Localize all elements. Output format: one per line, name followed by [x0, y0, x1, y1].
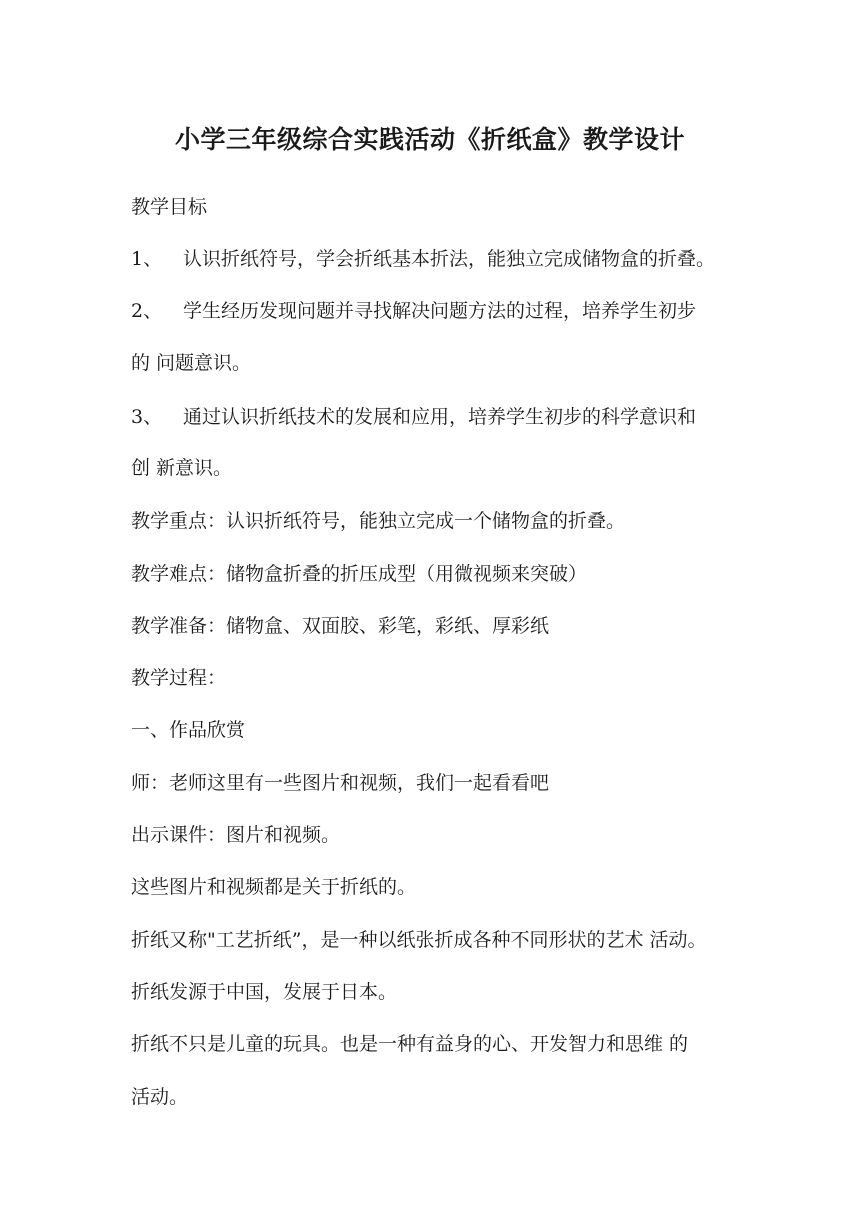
objective-item-1	[131, 245, 715, 273]
section-heading: 一、作品欣赏	[131, 719, 246, 741]
paragraph: 师：老师这里有一些图片和视频，我们一起看看吧	[131, 772, 550, 794]
objectives-heading: 教学目标	[131, 196, 208, 218]
objective-item-3-continued: 创 新意识。	[131, 457, 233, 479]
preparation: 教学准备：储物盒、双面胶、彩笔，彩纸、厚彩纸	[131, 615, 550, 637]
objective-item-3	[131, 403, 696, 431]
objective-number: 2、	[131, 300, 163, 322]
paragraph: 活动。	[131, 1086, 189, 1108]
objective-text: 通过认识折纸技术的发展和应用，培养学生初步的科学意识和	[183, 406, 697, 428]
paragraph: 折纸发源于中国，发展于日本。	[131, 981, 398, 1003]
objective-text: 认识折纸符号，学会折纸基本折法，能独立完成储物盒的折叠。	[183, 248, 716, 270]
objective-item-2	[131, 297, 696, 325]
document-title: 小学三年级综合实践活动《折纸盒》教学设计	[174, 125, 685, 154]
difficulty: 教学难点：储物盒折叠的折压成型（用微视频来突破）	[131, 563, 588, 585]
paragraph: 这些图片和视频都是关于折纸的。	[131, 876, 417, 898]
key-point: 教学重点：认识折纸符号，能独立完成一个储物盒的折叠。	[131, 510, 626, 532]
objective-number: 3、	[131, 406, 163, 428]
paragraph: 出示课件：图片和视频。	[131, 824, 341, 846]
paragraph: 折纸不只是儿童的玩具。也是一种有益身的心、开发智力和思维 的	[131, 1033, 689, 1055]
paragraph: 折纸又称"工艺折纸”，是一种以纸张折成各种不同形状的艺术 活动。	[131, 929, 707, 951]
objective-text: 学生经历发现问题并寻找解决问题方法的过程，培养学生初步	[183, 300, 697, 322]
objective-number: 1、	[131, 248, 163, 270]
objective-item-2-continued: 的 问题意识。	[131, 352, 252, 374]
process-heading: 教学过程：	[131, 667, 227, 689]
